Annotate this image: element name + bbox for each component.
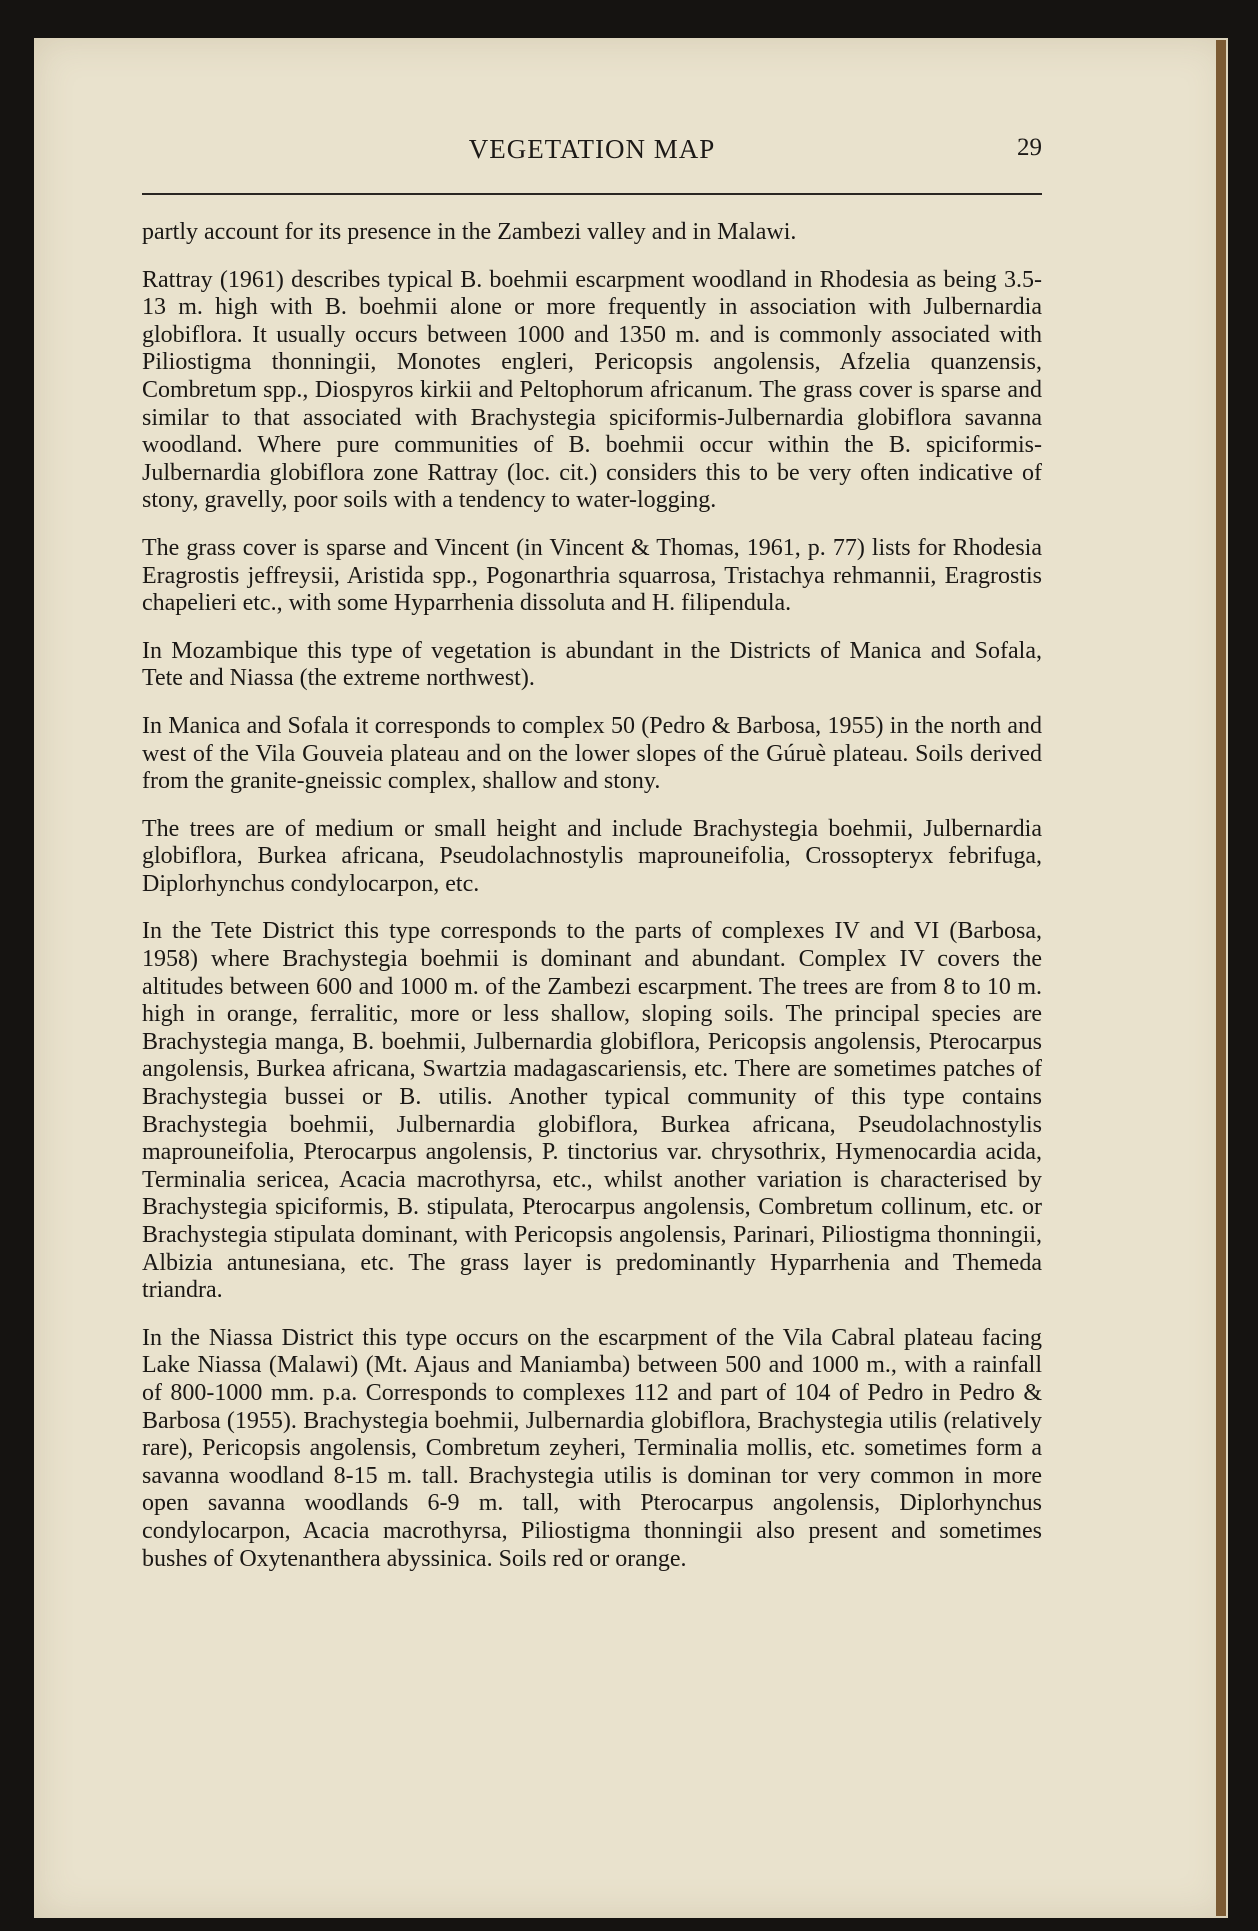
paragraph-7: In the Tete District this type corresponds to the parts of complexes IV and VI (Barbosa, 1958) where Brachystegia boehmii is dominant and abundant. Complex IV covers the altitudes between 600 and 1000 m. of the Zambezi escarpment. The trees are from 8 to 10 m. high in orange, ferralitic, more or less shallow, sloping soils. The principal species are Brachystegia manga, B. boehmii, Julbernardia globiflora, Pericopsis angolensis, Pterocarpus angolensis, Burkea africana, Swartzia madagascariensis, etc. There are sometimes patches of Brachystegia bussei or B. utilis. Another typical community of this type contains Brachystegia boehmii, Julbernardia globiflora, Burkea africana, Pseudolachnostylis maprouneifolia, Pterocarpus angolensis, P. tinctorius var. chrysothrix, Hymenocardia acida, Terminalia sericea, Acacia macrothyrsa, etc., whilst another variation is characterised by Brachystegia spiciformis, B. stipulata, Pterocarpus angolensis, Combretum collinum, etc. or Brachystegia stipulata dominant, with Pericopsis angolensis, Parinari, Piliostigma thonningii, Albizia antunesiana, etc. The grass layer is predominantly Hyparrhenia and Themeda triandra. bbox=[142, 918, 1042, 1304]
paragraph-2: Rattray (1961) describes typical B. boehmii escarpment woodland in Rhodesia as being 3.5-13 m. high with B. boehmii alone or more frequently in association with Julbernardia globiflora. It usually occurs between 1000 and 1350 m. and is commonly associated with Piliostigma thonningii, Monotes engleri, Pericopsis angolensis, Afzelia quanzensis, Combretum spp., Diospyros kirkii and Peltophorum africanum. The grass cover is sparse and similar to that associated with Brachystegia spiciformis-Julbernardia globiflora savanna woodland. Where pure communities of B. boehmii occur within the B. spiciformis-Julbernardia globiflora zone Rattray (loc. cit.) considers this to be very often indicative of stony, gravelly, poor soils with a tendency to water-logging. bbox=[142, 266, 1042, 514]
header-rule bbox=[142, 193, 1042, 195]
paragraph-6: The trees are of medium or small height and include Brachystegia boehmii, Julbernardia globiflora, Burkea africana, Pseudolachnostylis maprouneifolia, Crossopteryx febrifuga, Diplorhynchus condylocarpon, etc. bbox=[142, 815, 1042, 897]
paragraph-5: In Manica and Sofala it corresponds to complex 50 (Pedro & Barbosa, 1955) in the north and west of the Vila Gouveia plateau and on the lower slopes of the Gúruè plateau. Soils derived from the granite-gneissic complex, shallow and stony. bbox=[142, 712, 1042, 795]
running-header bbox=[142, 134, 1042, 178]
paragraph-3: The grass cover is sparse and Vincent (in Vincent & Thomas, 1961, p. 77) lists for Rhodesia Eragrostis jeffreysii, Aristida spp., Pogonarthria squarrosa, Tristachya rehmannii, Eragrostis chapelieri etc., with some Hyparrhenia dissoluta and H. filipendula. bbox=[142, 534, 1042, 617]
page-edge bbox=[1216, 40, 1226, 1916]
running-title: VEGETATION MAP bbox=[468, 134, 716, 164]
paragraph-8: In the Niassa District this type occurs on the escarpment of the Vila Cabral plateau facing Lake Niassa (Malawi) (Mt. Ajaus and Maniamba) between 500 and 1000 m., with a rainfall of 800-1000 mm. p.a. Corresponds to complexes 112 and part of 104 of Pedro in Pedro & Barbosa (1955). Brachystegia boehmii, Julbernardia globiflora, Brachystegia utilis (relatively rare), Pericopsis angolensis, Combretum zeyheri, Terminalia mollis, etc. sometimes form a savanna woodland 8-15 m. tall. Brachystegia utilis is dominan tor very common in more open savanna woodlands 6-9 m. tall, with Pterocarpus angolensis, Diplorhynchus condylocarpon, Acacia macrothyrsa, Piliostigma thonningii also present and sometimes bushes of Oxytenanthera abyssinica. Soils red or orange. bbox=[142, 1324, 1042, 1572]
paragraph-1: partly account for its presence in the Zambezi valley and in Malawi. bbox=[142, 219, 797, 245]
page-number: 29 bbox=[1017, 134, 1042, 161]
body-text bbox=[142, 219, 1042, 1593]
paragraph-4: In Mozambique this type of vegetation is abundant in the Districts of Manica and Sofala, Tete and Niassa (the extreme northwest). bbox=[142, 637, 1042, 692]
